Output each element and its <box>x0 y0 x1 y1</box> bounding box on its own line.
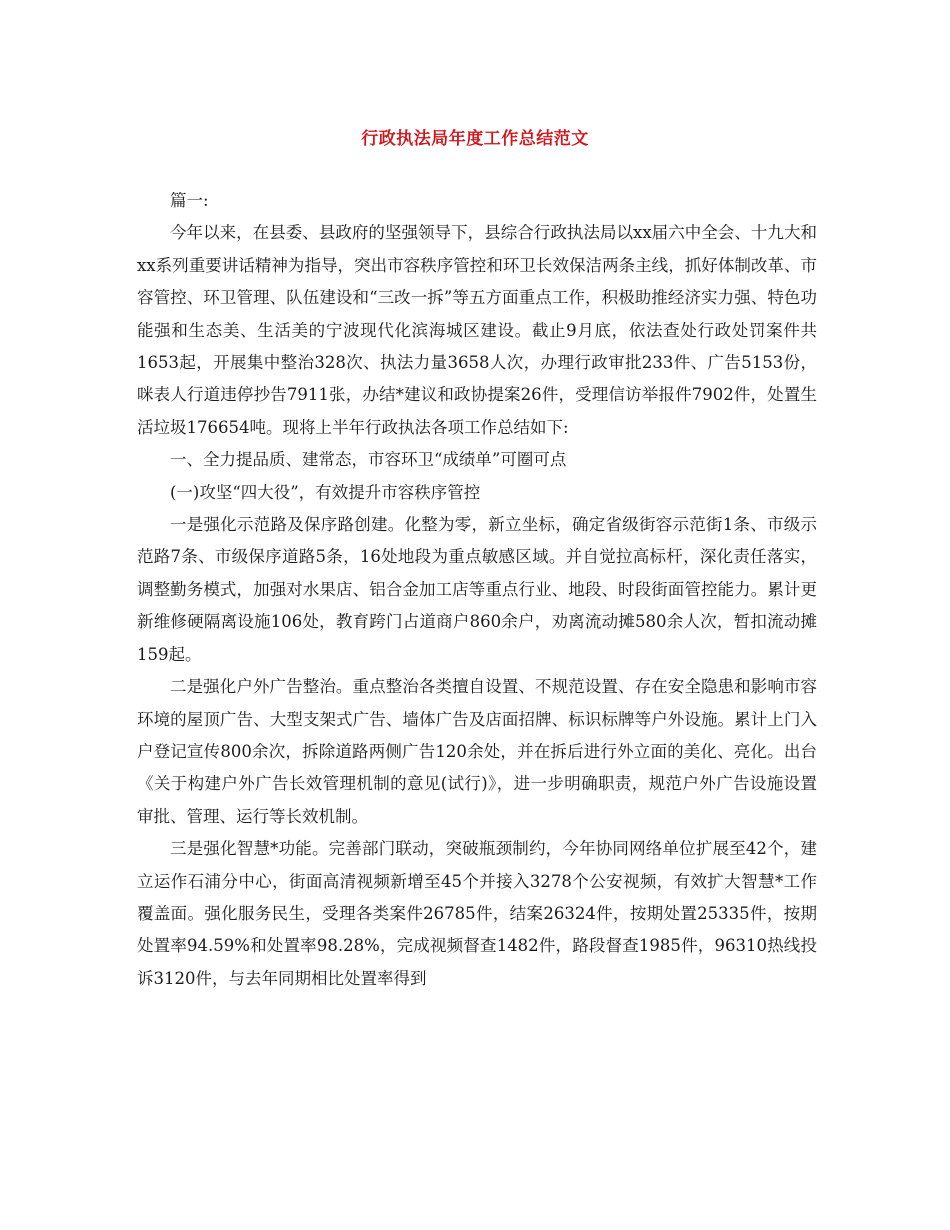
section-label: 篇一: <box>170 191 209 210</box>
heading-level-2: (一)攻坚“四大役”，有效提升市容秩序管控 <box>170 482 481 502</box>
document-body <box>137 185 817 995</box>
paragraph-item-1: 一是强化示范路及保序路创建。化整为零，新立坐标，确定省级街容示范街1条、市级示范路7条、市级保序道路5条，16处地段为重点敏感区域。并自觉拉高标杆，深化责任落实，调整勤务模式，加强对水果店、铝合金加工店等重点行业、地段、时段街面管控能力。累计更新维修硬隔离设施106处，教育跨门占道商户860余户，劝离流动摊580余人次，暂扣流动摊159起。 <box>137 515 817 664</box>
paragraph-item-2: 二是强化户外广告整治。重点整治各类擅自设置、不规范设置、存在安全隐患和影响市容环境的屋顶广告、大型支架式广告、墙体广告及店面招牌、标识标牌等户外设施。累计上门入户登记宣传800余次，拆除道路两侧广告120余处，并在拆后进行外立面的美化、亮化。出台《关于构建户外广告长效管理机制的意见(试行)》，进一步明确职责，规范户外广告设施设置审批、管理、运行等长效机制。 <box>137 677 817 826</box>
heading-level-1: 一、全力提品质、建常态，市容环卫“成绩单”可圈可点 <box>170 450 567 470</box>
intro-paragraph: 今年以来，在县委、县政府的坚强领导下，县综合行政执法局以xx届六中全会、十九大和xx系列重要讲话精神为指导，突出市容秩序管控和环卫长效保洁两条主线，抓好体制改革、市容管控、环卫管理、队伍建设和“三改一拆”等五方面重点工作，积极助推经济实力强、特色功能强和生态美、生活美的宁波现代化滨海城区建设。截止9月底，依法查处行政处罚案件共1653起，开展集中整治328次、执法力量3658人次，办理行政审批233件、广告5153份，咪表人行道违停抄告7911张，办结*建议和政协提案26件，受理信访举报件7902件，处置生活垃圾176654吨。现将上半年行政执法各项工作总结如下: <box>137 223 817 437</box>
paragraph-item-3: 三是强化智慧*功能。完善部门联动，突破瓶颈制约，今年协同网络单位扩展至42个，建立运作石浦分中心，街面高清视频新增至45个并接入3278个公安视频，有效扩大智慧*工作覆盖面。强化服务民生，受理各类案件26785件，结案26324件，按期处置25335件，按期处置率94.59%和处置率98.28%，完成视频督查1482件，路段督查1985件，96310热线投诉3120件，与去年同期相比处置率得到 <box>137 839 817 988</box>
document-title: 行政执法局年度工作总结范文 <box>361 129 589 149</box>
